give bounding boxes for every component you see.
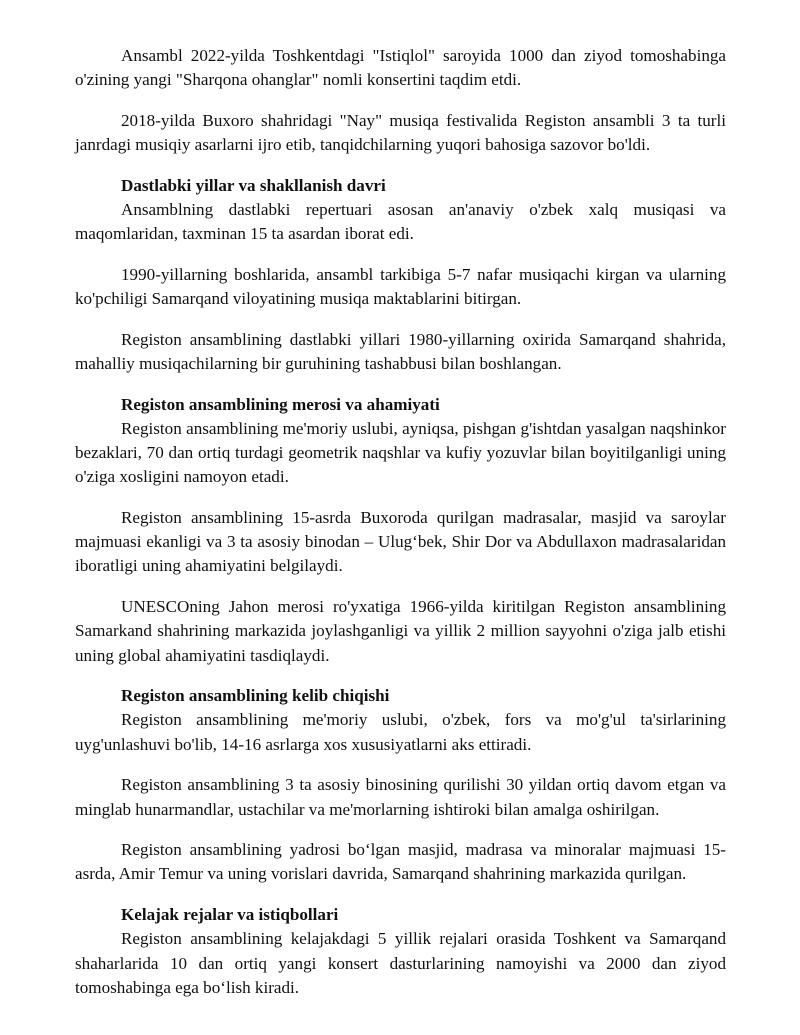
future-plans-section — [75, 903, 726, 1000]
section-heading: Dastlabki yillar va shakllanish davri — [121, 175, 386, 195]
origin-section — [75, 684, 726, 886]
paragraph: Ansamblning dastlabki repertuari asosan an'anaviy o'zbek xalq musiqasi va maqomlaridan, taxminan 15 ta asardan iborat edi. — [75, 200, 726, 244]
document-page — [75, 44, 726, 1000]
paragraph: Registon ansamblining me'moriy uslubi, o'zbek, fors va mo'g'ul ta'sirlarining uyg'unlashuvi bo'lib, 14-16 asrlarga xos xususiyatlarni aks ettiradi. — [75, 710, 726, 754]
paragraph: 1990-yillarning boshlarida, ansambl tarkibiga 5-7 nafar musiqachi kirgan va ularning ko'pchiligi Samarqand viloyatining musiqa maktablarini bitirgan. — [75, 264, 726, 309]
paragraph: Registon ansamblining kelajakdagi 5 yillik rejalari orasida Toshkent va Samarqand shaharlarida 10 dan ortiq yangi konsert dasturlarining namoyishi va 2000 dan ziyod tomoshabinga ega bo‘lish kiradi. — [75, 929, 726, 997]
section-heading: Registon ansamblining merosi va ahamiyati — [121, 394, 440, 414]
paragraph: Registon ansamblining 15-asrda Buxoroda qurilgan madrasalar, masjid va saroylar majmuasi ekanligi va 3 ta asosiy binodan – Ulug‘bek, Shir Dor va Abdullaxon madrasalaridan iboratligi uning ahamiyatini belgilaydi. — [75, 508, 726, 576]
paragraph: Registon ansamblining dastlabki yillari 1980-yillarning oxirida Samarqand shahrida, mahalliy musiqachilarning bir guruhining tashabbusi bilan boshlangan. — [75, 329, 726, 374]
early-years-section — [75, 174, 726, 376]
section-heading: Kelajak rejalar va istiqbollari — [121, 905, 339, 925]
intro-section — [75, 44, 726, 157]
paragraph: Registon ansamblining me'moriy uslubi, ayniqsa, pishgan g'ishtdan yasalgan naqshinkor bezaklari, 70 dan ortiq turdagi geometrik naqshlar va kufiy yozuvlar bilan boyitilganligi uning o'ziga xosligini namoyon etadi. — [75, 418, 726, 487]
heritage-section — [75, 393, 726, 668]
paragraph: Registon ansamblining 3 ta asosiy binosining qurilishi 30 yildan ortiq davom etgan va minglab hunarmandlar, ustachilar va me'morlarning ishtiroki bilan amalga oshirilgan. — [75, 775, 726, 819]
paragraph: 2018-yilda Buxoro shahridagi "Nay" musiqa festivalida Registon ansambli 3 ta turli janrdagi musiqiy asarlarni ijro etib, tanqidchilarning yuqori bahosiga sazovor bo'ldi. — [75, 110, 726, 155]
section-heading: Registon ansamblining kelib chiqishi — [121, 686, 390, 706]
paragraph: Ansambl 2022-yilda Toshkentdagi "Istiqlol" saroyida 1000 dan ziyod tomoshabinga o'zining yangi "Sharqona ohanglar" nomli konsertini taqdim etdi. — [75, 46, 726, 90]
paragraph: Registon ansamblining yadrosi bo‘lgan masjid, madrasa va minoralar majmuasi 15-asrda, Amir Temur va uning vorislari davrida, Samarqand shahrining markazida qurilgan. — [75, 840, 726, 884]
paragraph: UNESCOning Jahon merosi ro'yxatiga 1966-yilda kiritilgan Registon ansamblining Samarkand shahrining markazida joylashganligi va yillik 2 million sayyohni o'ziga jalb etishi uning global ahamiyatini tasdiqlaydi. — [75, 597, 726, 665]
